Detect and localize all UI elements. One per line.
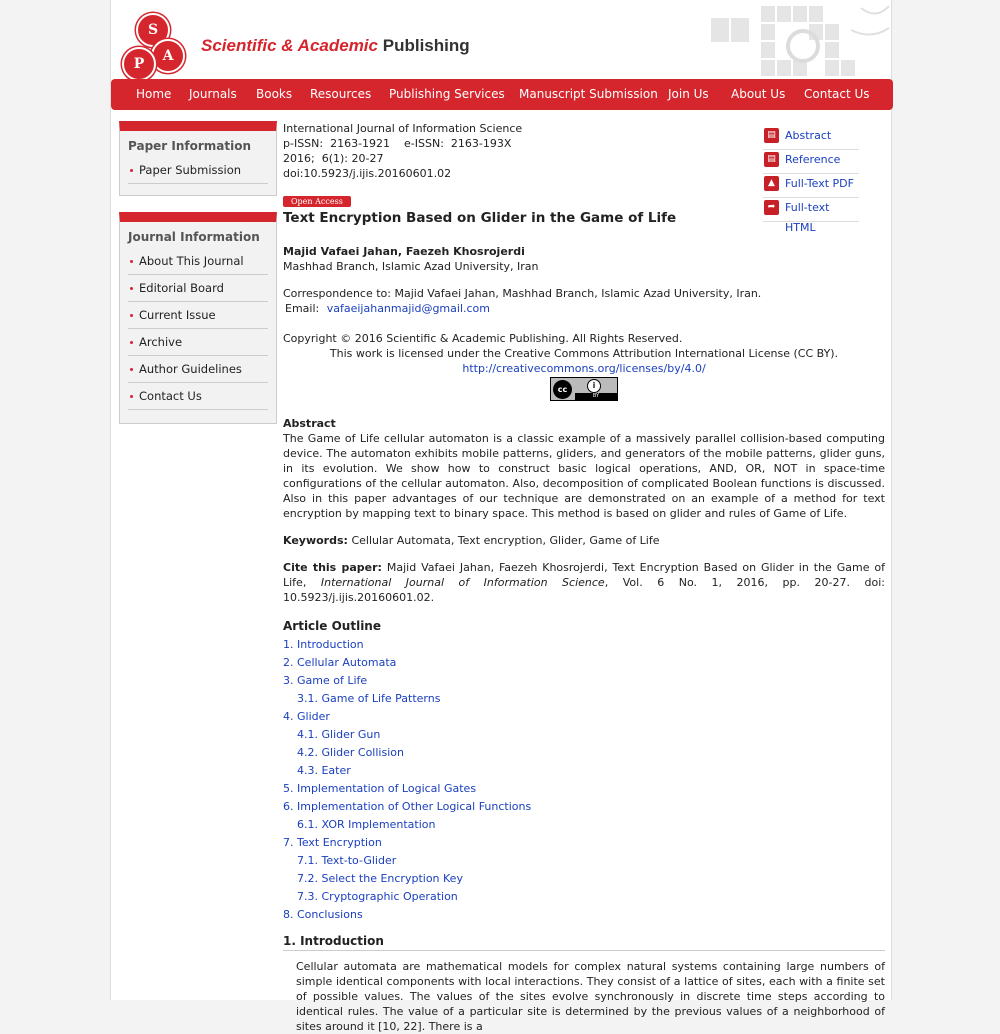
nav-resources[interactable]: Resources bbox=[310, 87, 372, 101]
page-container bbox=[110, 0, 892, 1033]
nav-manuscript-submission[interactable]: Manuscript Submission bbox=[519, 87, 658, 101]
outline-item[interactable]: 6. Implementation of Other Logical Functions bbox=[283, 800, 532, 813]
pdf-icon: ▲ bbox=[764, 176, 779, 191]
keywords-value: Cellular Automata, Text encryption, Glider, Game of Life bbox=[351, 534, 660, 547]
article-title: Text Encryption Based on Glider in the Game of Life bbox=[283, 210, 677, 226]
sidebar-item-paper-submission[interactable] bbox=[128, 157, 268, 184]
sidebar-item-editorial-board[interactable] bbox=[128, 275, 268, 302]
cc-by-badge-icon[interactable] bbox=[550, 377, 618, 401]
sidebar-item-current-issue[interactable] bbox=[128, 302, 268, 329]
author-name[interactable]: Majid Vafaei Jahan bbox=[283, 245, 398, 258]
cc-badge-cc: cc bbox=[553, 380, 572, 399]
keywords-row bbox=[283, 533, 885, 548]
header-decoration bbox=[711, 0, 891, 80]
open-access-badge: Open Access bbox=[283, 196, 351, 207]
correspondence: Correspondence to: Majid Vafaei Jahan, Mashhad Branch, Islamic Azad University, Iran. bbox=[283, 287, 762, 300]
brand-name[interactable] bbox=[201, 36, 470, 56]
spa-logo[interactable] bbox=[114, 6, 188, 80]
sidebar-item-about-journal[interactable] bbox=[128, 248, 268, 275]
outline-subitem[interactable]: 4.3. Eater bbox=[297, 764, 351, 777]
cc-badge-attribution: i bbox=[587, 379, 601, 393]
sidebar-item-label: Author Guidelines bbox=[139, 362, 242, 376]
sidebar-item-label: Current Issue bbox=[139, 308, 216, 322]
outline-item[interactable]: 2. Cellular Automata bbox=[283, 656, 397, 669]
cite-label: Cite this paper: bbox=[283, 561, 382, 574]
abstract-heading: Abstract bbox=[283, 417, 336, 430]
nav-publishing-services[interactable]: Publishing Services bbox=[389, 87, 505, 101]
article-content bbox=[283, 121, 885, 1034]
bullet-icon bbox=[130, 395, 133, 398]
outline-item[interactable]: 5. Implementation of Logical Gates bbox=[283, 782, 477, 795]
outline-item[interactable]: 7. Text Encryption bbox=[283, 836, 382, 849]
journal-volume: 2016; 6(1): 20-27 bbox=[283, 152, 384, 165]
article-outline-heading: Article Outline bbox=[283, 619, 381, 633]
email-label: Email: bbox=[285, 302, 320, 315]
author-name[interactable]: Faezeh Khosrojerdi bbox=[405, 245, 525, 258]
sidebar-item-label: Paper Submission bbox=[139, 163, 242, 177]
bullet-icon bbox=[130, 368, 133, 371]
logo-letter-a: A bbox=[151, 39, 185, 73]
sidebar-item-label: Contact Us bbox=[139, 389, 202, 403]
introduction-text: Cellular automata are mathematical models for complex natural systems containing large numbers of simple identical components with local interactions. They consist of a lattice of sites, each with a finite set of possible values. The values of the sites evolve synchronously in discrete time steps according to identical rules. The value of a particular site is determined by the previous values of a neighborhood of sites around it [10, 22]. There is a bbox=[296, 960, 885, 1033]
outline-subitem[interactable]: 7.1. Text-to-Glider bbox=[297, 854, 397, 867]
outline-subitem[interactable]: 3.1. Game of Life Patterns bbox=[297, 692, 441, 705]
outline-subitem[interactable]: 4.1. Glider Gun bbox=[297, 728, 381, 741]
affiliation: Mashhad Branch, Islamic Azad University, Iran bbox=[283, 260, 539, 273]
nav-home[interactable]: Home bbox=[136, 87, 172, 101]
bullet-icon bbox=[130, 169, 133, 172]
document-icon: ▤ bbox=[764, 152, 779, 167]
journal-issn: p-ISSN: 2163-1921 e-ISSN: 2163-193X bbox=[283, 137, 512, 150]
abstract-text: The Game of Life cellular automaton is a classic example of a massively parallel collision-based computing device. The automaton exhibits mobile patterns, gliders, and generators of the mobile patterns, glider guns, in its evolution. We show how to construct basic logical operations, AND, OR, NOT in space-time configurations of the cellular automaton. Also, decomposition of complicated Boolean functions is discussed. Also in this paper advantages of our technique are demonstrated on an example of a method for text encryption by mapping text to binary space. This method is based on glider and rules of Game of Life. bbox=[283, 432, 885, 520]
bullet-icon bbox=[130, 314, 133, 317]
journal-information-panel bbox=[119, 212, 277, 424]
sidebar-item-label: Editorial Board bbox=[139, 281, 224, 295]
outline-subitem[interactable]: 7.3. Cryptographic Operation bbox=[297, 890, 458, 903]
logo-letter-p: P bbox=[122, 47, 156, 81]
outline-item[interactable]: 3. Game of Life bbox=[283, 674, 368, 687]
cc-badge-by: BY bbox=[575, 393, 617, 400]
nav-books[interactable]: Books bbox=[256, 87, 293, 101]
sidebar-item-archive[interactable] bbox=[128, 329, 268, 356]
nav-join-us[interactable]: Join Us bbox=[668, 87, 709, 101]
paper-information-panel bbox=[119, 121, 277, 196]
bullet-icon bbox=[130, 287, 133, 290]
license-url-link[interactable]: http://creativecommons.org/licenses/by/4.0/ bbox=[462, 362, 706, 375]
email-link[interactable]: vafaeijahanmajid@gmail.com bbox=[326, 302, 490, 315]
cite-text: Majid Vafaei Jahan, Faezeh Khosrojerdi, Text Encryption Based on Glider in the Game of Life, bbox=[283, 561, 886, 589]
full-text-pdf-label: Full-Text PDF bbox=[785, 177, 854, 190]
outline-item[interactable]: 4. Glider bbox=[283, 710, 330, 723]
citation bbox=[283, 560, 885, 605]
sidebar-item-label: About This Journal bbox=[139, 254, 244, 268]
license-notice: This work is licensed under the Creative Commons Attribution International License (CC BY). bbox=[329, 347, 839, 360]
nav-journals[interactable]: Journals bbox=[189, 87, 237, 101]
sidebar-item-author-guidelines[interactable] bbox=[128, 356, 268, 383]
bullet-icon bbox=[130, 260, 133, 263]
cite-journal: International Journal of Information Science bbox=[320, 576, 605, 589]
outline-subitem[interactable]: 7.2. Select the Encryption Key bbox=[297, 872, 463, 885]
brand-name-part2: Publishing bbox=[382, 36, 470, 55]
journal-doi: doi:10.5923/j.ijis.20160601.02 bbox=[283, 167, 452, 180]
brand-name-part1: Scientific & Academic bbox=[201, 36, 378, 55]
document-icon: ▤ bbox=[764, 128, 779, 143]
share-arrow-icon: ➦ bbox=[764, 200, 779, 215]
outline-subitem[interactable]: 4.2. Glider Collision bbox=[297, 746, 404, 759]
email-row bbox=[283, 301, 885, 316]
cite-tail: , Vol. 6 No. 1, 2016, pp. 20-27. doi: 10.5923/j.ijis.20160601.02. bbox=[283, 576, 886, 604]
sidebar-item-contact-us[interactable] bbox=[128, 383, 268, 410]
cc-badge-row bbox=[283, 377, 885, 404]
nav-about-us[interactable]: About Us bbox=[731, 87, 786, 101]
outline-item[interactable]: 8. Conclusions bbox=[283, 908, 363, 921]
sidebar-item-label: Archive bbox=[139, 335, 183, 349]
main-navbar bbox=[111, 79, 893, 110]
abstract-link-label: Abstract bbox=[785, 129, 832, 142]
keywords-label: Keywords: bbox=[283, 534, 348, 547]
article-outline-list bbox=[283, 636, 885, 924]
nav-contact-us[interactable]: Contact Us bbox=[804, 87, 870, 101]
journal-information-title: Journal Information bbox=[128, 230, 260, 244]
outline-item[interactable]: 1. Introduction bbox=[283, 638, 364, 651]
bullet-icon bbox=[130, 341, 133, 344]
paper-information-title: Paper Information bbox=[128, 139, 252, 153]
copyright-notice: Copyright © 2016 Scientific & Academic Publishing. All Rights Reserved. bbox=[283, 332, 683, 345]
outline-subitem[interactable]: 6.1. XOR Implementation bbox=[297, 818, 436, 831]
journal-name: International Journal of Information Science bbox=[283, 122, 523, 135]
license-url-row bbox=[283, 361, 885, 376]
author-separator: , bbox=[397, 245, 406, 258]
reference-link-label: Reference bbox=[785, 153, 841, 166]
authors bbox=[283, 244, 885, 259]
logo-letter-s: S bbox=[136, 13, 170, 47]
introduction-heading: 1. Introduction bbox=[283, 934, 885, 951]
full-text-html-label: Full-text HTML bbox=[785, 201, 830, 234]
